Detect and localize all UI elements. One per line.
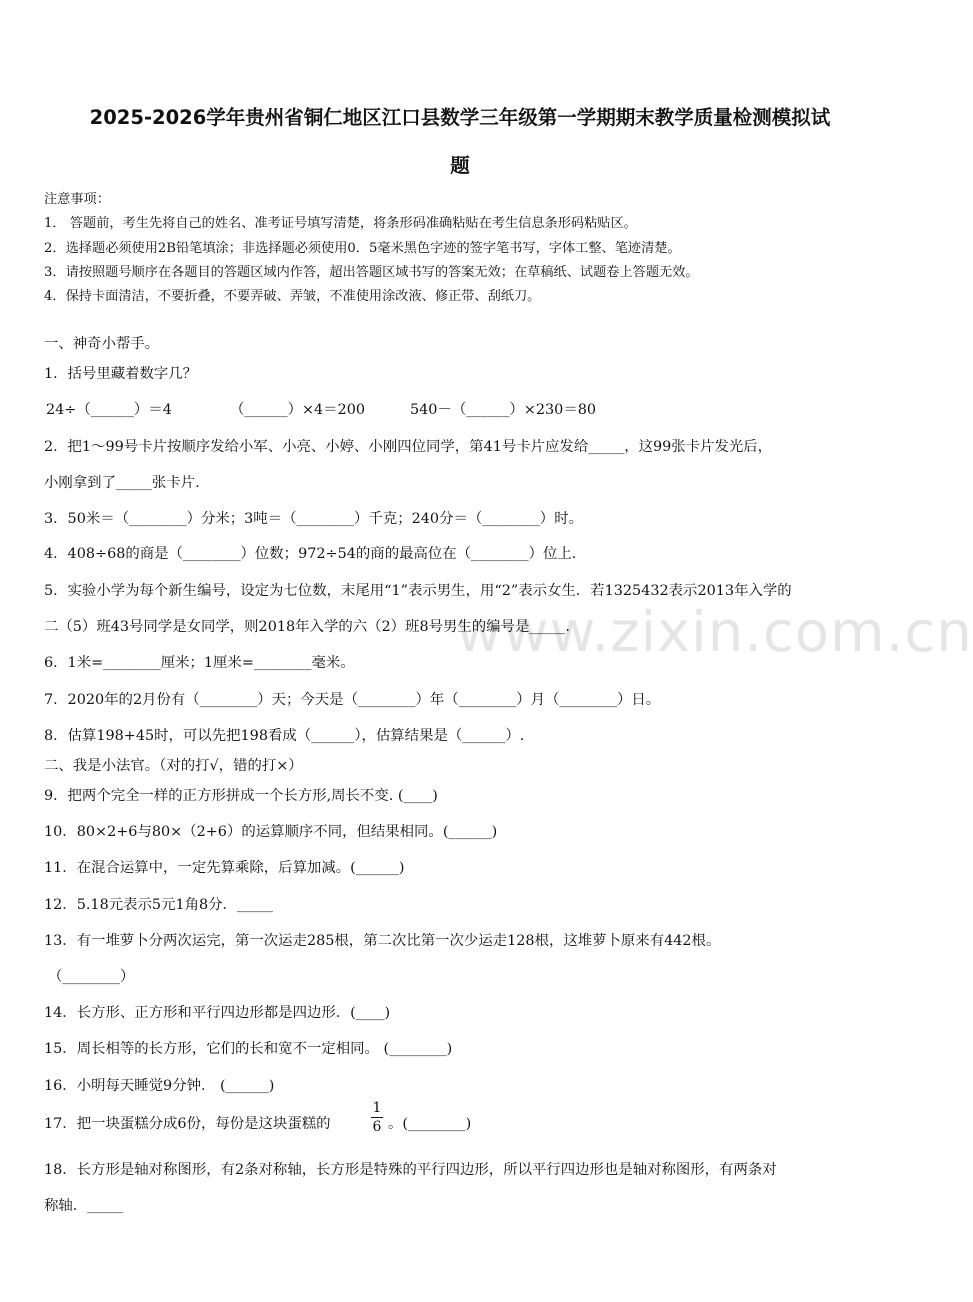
question-3: 3．50米＝（________）分米；3吨＝（________）千克；240分＝（________）时。 [44,511,583,527]
question-14: 14．长方形、正方形和平行四边形都是四边形．(____) [44,1005,391,1021]
question-1-expression: 540－（______）×230＝80 [410,402,597,418]
question-1-expression: （______）×4＝200 [230,402,366,418]
notes-item: 1． 答题前，考生先将自己的姓名、准考证号填写清楚，将条形码准确粘贴在考生信息条形码粘贴区。 [44,216,637,231]
question-1-expression: 24÷（______）＝4 [46,402,172,418]
question-10: 10．80×2+6与80×（2+6）的运算顺序不同，但结果相同。(______) [44,824,498,840]
notes-heading: 注意事项： [44,192,110,207]
question-18-continued: 称轴．_____ [44,1198,124,1214]
question-17: 17．把一块蛋糕分成6份，每份是这块蛋糕的 [44,1116,331,1132]
question-12: 12．5.18元表示5元1角8分．_____ [44,897,273,913]
fraction-denominator: 6 [372,1119,382,1135]
question-11: 11．在混合运算中，一定先算乘除，后算加减。(______) [44,860,405,876]
fraction-one-sixth [371,1100,383,1135]
section-heading-1: 一、神奇小帮手。 [44,336,160,352]
watermark: www.zixin.com.cn [456,600,973,665]
question-7: 7．2020年的2月份有（________）天；今天是（________）年（________）月（________）日。 [44,692,661,708]
question-15: 15．周长相等的长方形，它们的长和宽不一定相同。 (________) [44,1041,453,1057]
question-8: 8．估算198+45时，可以先把198看成（______），估算结果是（______）. [44,728,525,744]
page-title: 2025-2026学年贵州省铜仁地区江口县数学三年级第一学期期末教学质量检测模拟试 [89,106,831,129]
page-title-continued: 题 [450,154,470,177]
question-16: 16．小明每天睡觉9分钟． (______) [44,1078,275,1094]
question-13-answer: （________） [48,969,135,985]
question-6: 6．1米=________厘米；1厘米=________毫米。 [44,655,355,671]
notes-item: 3．请按照题号顺序在各题目的答题区域内作答，超出答题区域书写的答案无效；在草稿纸、试题卷上答题无效。 [44,265,699,280]
fraction-bar [371,1117,383,1118]
question-2-continued: 小刚拿到了_____张卡片. [44,475,200,491]
question-18: 18．长方形是轴对称图形，有2条对称轴，长方形是特殊的平行四边形，所以平行四边形也是轴对称图形，有两条对 [44,1162,777,1178]
question-1: 1．括号里藏着数字几？ [44,366,198,382]
question-5: 5．实验小学为每个新生编号，设定为七位数，末尾用“1”表示男生，用“2”表示女生．若1325432表示2013年入学的 [44,583,792,599]
notes-item: 2．选择题必须使用2B铅笔填涂；非选择题必须使用0．5毫米黑色字迹的签字笔书写，字体工整、笔迹清楚。 [44,241,681,256]
question-5-continued: 二（5）班43号同学是女同学，则2018年入学的六（2）班8号男生的编号是_____. [44,619,570,635]
question-9: 9．把两个完全一样的正方形拼成一个长方形,周长不变. (____) [44,788,438,804]
notes-item: 4．保持卡面清洁，不要折叠，不要弄破、弄皱，不准使用涂改液、修正带、刮纸刀。 [44,289,541,304]
question-4: 4．408÷68的商是（________）位数；972÷54的商的最高位在（________）位上. [44,546,577,562]
question-13: 13．有一堆萝卜分两次运完，第一次运走285根，第二次比第一次少运走128根，这堆萝卜原来有442根。 [44,933,721,949]
section-heading-2: 二、我是小法官。（对的打√，错的打×） [44,758,303,774]
question-17-suffix: 。(________) [388,1116,472,1132]
question-2: 2．把1～99号卡片按顺序发给小军、小亮、小婷、小刚四位同学，第41号卡片应发给_____，这99张卡片发光后， [44,439,773,455]
fraction-numerator: 1 [372,1100,382,1116]
